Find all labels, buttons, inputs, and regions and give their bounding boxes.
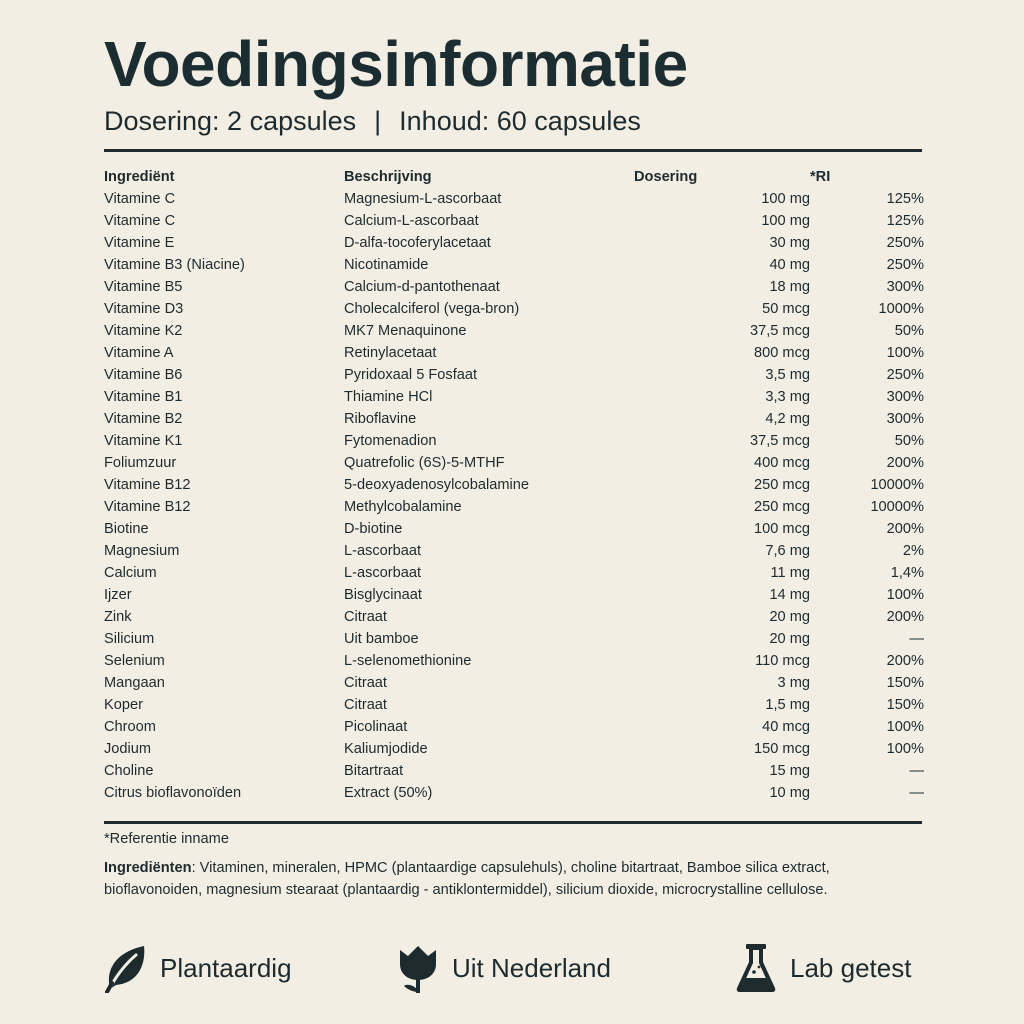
cell-dose: 10 mg: [769, 785, 810, 801]
cell-description: L-ascorbaat: [344, 543, 422, 559]
cell-ingredient: Vitamine B12: [104, 477, 191, 493]
table-row: [104, 518, 924, 540]
cell-dose: 1,5 mg: [765, 697, 810, 713]
cell-dose: 150 mcg: [754, 741, 810, 757]
ingredients-text: [104, 857, 904, 901]
cell-ri: 50%: [894, 323, 924, 339]
cell-ri: 100%: [886, 345, 924, 361]
cell-description: D-alfa-tocoferylacetaat: [344, 235, 491, 251]
tulip-icon: [396, 942, 440, 994]
header-dose: Dosering: [634, 169, 698, 185]
cell-description: Quatrefolic (6S)-5-MTHF: [344, 455, 505, 471]
cell-ri: 300%: [886, 279, 924, 295]
cell-dose: 250 mcg: [754, 477, 810, 493]
table-row: [104, 430, 924, 452]
top-divider: [104, 149, 922, 152]
cell-description: Cholecalciferol (vega-bron): [344, 301, 520, 317]
cell-ingredient: Vitamine B5: [104, 279, 183, 295]
cell-dose: 100 mg: [761, 191, 810, 207]
table-row: [104, 210, 924, 232]
cell-ri: 100%: [886, 587, 924, 603]
cell-ingredient: Mangaan: [104, 675, 165, 691]
cell-ri: 1,4%: [890, 565, 924, 581]
badge-label: Lab getest: [790, 952, 912, 983]
cell-ri: —: [909, 763, 924, 779]
table-row: [104, 760, 924, 782]
cell-ingredient: Magnesium: [104, 543, 180, 559]
cell-ri: 100%: [886, 741, 924, 757]
cell-description: L-selenomethionine: [344, 653, 472, 669]
cell-ri: 200%: [886, 653, 924, 669]
cell-dose: 30 mg: [769, 235, 810, 251]
footnote: *Referentie inname: [104, 831, 229, 847]
cell-ri: 150%: [886, 675, 924, 691]
cell-ingredient: Chroom: [104, 719, 156, 735]
cell-description: Citraat: [344, 675, 387, 691]
cell-description: Picolinaat: [344, 719, 408, 735]
cell-ri: 50%: [894, 433, 924, 449]
cell-description: Retinylacetaat: [344, 345, 437, 361]
cell-ri: 1000%: [878, 301, 924, 317]
cell-description: Calcium-d-pantothenaat: [344, 279, 500, 295]
content-info: Inhoud: 60 capsules: [399, 106, 641, 136]
cell-dose: 3,5 mg: [765, 367, 810, 383]
table-row: [104, 254, 924, 276]
cell-ri: 250%: [886, 367, 924, 383]
cell-ingredient: Calcium: [104, 565, 157, 581]
table-row: [104, 232, 924, 254]
dosage-info: Dosering: 2 capsules: [104, 106, 357, 136]
cell-ingredient: Vitamine B2: [104, 411, 183, 427]
bottom-divider: [104, 821, 922, 824]
table-row: [104, 540, 924, 562]
leaf-icon: [104, 943, 148, 993]
cell-dose: 14 mg: [769, 587, 810, 603]
table-row: [104, 474, 924, 496]
cell-description: Extract (50%): [344, 785, 433, 801]
table-row: [104, 342, 924, 364]
cell-description: Pyridoxaal 5 Fosfaat: [344, 367, 478, 383]
cell-dose: 37,5 mcg: [749, 433, 810, 449]
table-header-row: [104, 166, 924, 188]
cell-dose: 100 mg: [761, 213, 810, 229]
cell-ingredient: Citrus bioflavonoïden: [104, 785, 242, 801]
cell-ingredient: Biotine: [104, 521, 149, 537]
cell-description: Citraat: [344, 697, 387, 713]
cell-description: L-ascorbaat: [344, 565, 422, 581]
cell-description: Calcium-L-ascorbaat: [344, 213, 479, 229]
header-ingredient: Ingrediënt: [104, 169, 175, 185]
cell-dose: 18 mg: [769, 279, 810, 295]
cell-description: Magnesium-L-ascorbaat: [344, 191, 502, 207]
cell-ingredient: Vitamine D3: [104, 301, 184, 317]
cell-description: Riboflavine: [344, 411, 417, 427]
table-row: [104, 364, 924, 386]
cell-dose: 37,5 mcg: [749, 323, 810, 339]
cell-ingredient: Vitamine A: [104, 345, 174, 361]
cell-ingredient: Vitamine C: [104, 213, 176, 229]
table-row: [104, 694, 924, 716]
cell-ri: 125%: [886, 191, 924, 207]
cell-description: Uit bamboe: [344, 631, 419, 647]
badge-lab-tested: [734, 940, 911, 996]
cell-dose: 3,3 mg: [765, 389, 810, 405]
table-row: [104, 320, 924, 342]
table-row: [104, 782, 924, 804]
badge-label: Plantaardig: [160, 952, 292, 983]
cell-dose: 4,2 mg: [765, 411, 810, 427]
ingredients-label: Ingrediënten: [104, 860, 192, 876]
cell-ingredient: Jodium: [104, 741, 152, 757]
cell-dose: 20 mg: [769, 609, 810, 625]
cell-ri: 200%: [886, 521, 924, 537]
cell-ri: 100%: [886, 719, 924, 735]
table-row: [104, 452, 924, 474]
cell-ri: 250%: [886, 235, 924, 251]
cell-ri: 250%: [886, 257, 924, 273]
cell-ingredient: Vitamine E: [104, 235, 175, 251]
table-row: [104, 562, 924, 584]
cell-ingredient: Selenium: [104, 653, 165, 669]
ingredients-list: : Vitaminen, mineralen, HPMC (plantaardige capsulehuls), choline bitartraat, Bamboe silica extract, bioflavonoiden, magnesium stearaat (plantaardig - antiklontermiddel), silicium dioxide, microcrystalline cellulose.: [104, 860, 830, 898]
table-row: [104, 584, 924, 606]
table-body: [104, 188, 924, 804]
cell-dose: 800 mcg: [754, 345, 810, 361]
cell-ingredient: Zink: [104, 609, 132, 625]
cell-description: MK7 Menaquinone: [344, 323, 467, 339]
cell-ingredient: Vitamine C: [104, 191, 176, 207]
subtitle-separator: |: [374, 106, 382, 136]
cell-ri: 10000%: [870, 499, 924, 515]
subtitle: [104, 104, 641, 138]
cell-dose: 15 mg: [769, 763, 810, 779]
cell-description: 5-deoxyadenosylcobalamine: [344, 477, 529, 493]
cell-ri: —: [909, 785, 924, 801]
cell-dose: 50 mcg: [762, 301, 810, 317]
cell-dose: 100 mcg: [754, 521, 810, 537]
table-row: [104, 188, 924, 210]
cell-ingredient: Vitamine K2: [104, 323, 183, 339]
cell-ingredient: Vitamine B6: [104, 367, 183, 383]
table-row: [104, 386, 924, 408]
cell-dose: 400 mcg: [754, 455, 810, 471]
badge-label: Uit Nederland: [452, 952, 611, 983]
cell-ri: 300%: [886, 411, 924, 427]
cell-description: Thiamine HCl: [344, 389, 433, 405]
cell-description: D-biotine: [344, 521, 403, 537]
cell-ri: 300%: [886, 389, 924, 405]
table-row: [104, 738, 924, 760]
header-description: Beschrijving: [344, 169, 432, 185]
cell-ri: 10000%: [870, 477, 924, 493]
table-row: [104, 496, 924, 518]
cell-ri: 200%: [886, 609, 924, 625]
cell-dose: 40 mcg: [762, 719, 810, 735]
cell-dose: 250 mcg: [754, 499, 810, 515]
table-row: [104, 606, 924, 628]
table-row: [104, 298, 924, 320]
cell-ingredient: Vitamine B12: [104, 499, 191, 515]
table-row: [104, 716, 924, 738]
nutrition-table: [104, 166, 924, 804]
table-row: [104, 650, 924, 672]
cell-description: Fytomenadion: [344, 433, 437, 449]
table-row: [104, 672, 924, 694]
cell-dose: 11 mg: [770, 565, 810, 581]
cell-ingredient: Choline: [104, 763, 154, 779]
cell-ri: 150%: [886, 697, 924, 713]
cell-ri: 125%: [886, 213, 924, 229]
cell-description: Nicotinamide: [344, 257, 429, 273]
table-row: [104, 408, 924, 430]
cell-ingredient: Ijzer: [104, 587, 132, 603]
cell-description: Citraat: [344, 609, 387, 625]
cell-ingredient: Koper: [104, 697, 143, 713]
table-row: [104, 628, 924, 650]
cell-ri: 200%: [886, 455, 924, 471]
cell-ri: —: [909, 631, 924, 647]
cell-ingredient: Silicium: [104, 631, 155, 647]
cell-description: Bisglycinaat: [344, 587, 422, 603]
page-title: Voedingsinformatie: [104, 28, 688, 100]
badge-from-netherlands: [396, 940, 611, 996]
cell-dose: 20 mg: [769, 631, 810, 647]
cell-ingredient: Foliumzuur: [104, 455, 177, 471]
cell-dose: 40 mg: [769, 257, 810, 273]
header-ri: *RI: [810, 169, 831, 185]
cell-dose: 3 mg: [777, 675, 810, 691]
cell-ingredient: Vitamine K1: [104, 433, 183, 449]
cell-dose: 110 mcg: [755, 653, 810, 669]
badge-plant-based: [104, 940, 292, 996]
cell-description: Methylcobalamine: [344, 499, 462, 515]
cell-ri: 2%: [902, 543, 924, 559]
cell-ingredient: Vitamine B1: [104, 389, 183, 405]
cell-description: Bitartraat: [344, 763, 404, 779]
cell-description: Kaliumjodide: [344, 741, 428, 757]
cell-dose: 7,6 mg: [765, 543, 810, 559]
flask-icon: [734, 942, 778, 994]
table-row: [104, 276, 924, 298]
cell-ingredient: Vitamine B3 (Niacine): [104, 257, 245, 273]
